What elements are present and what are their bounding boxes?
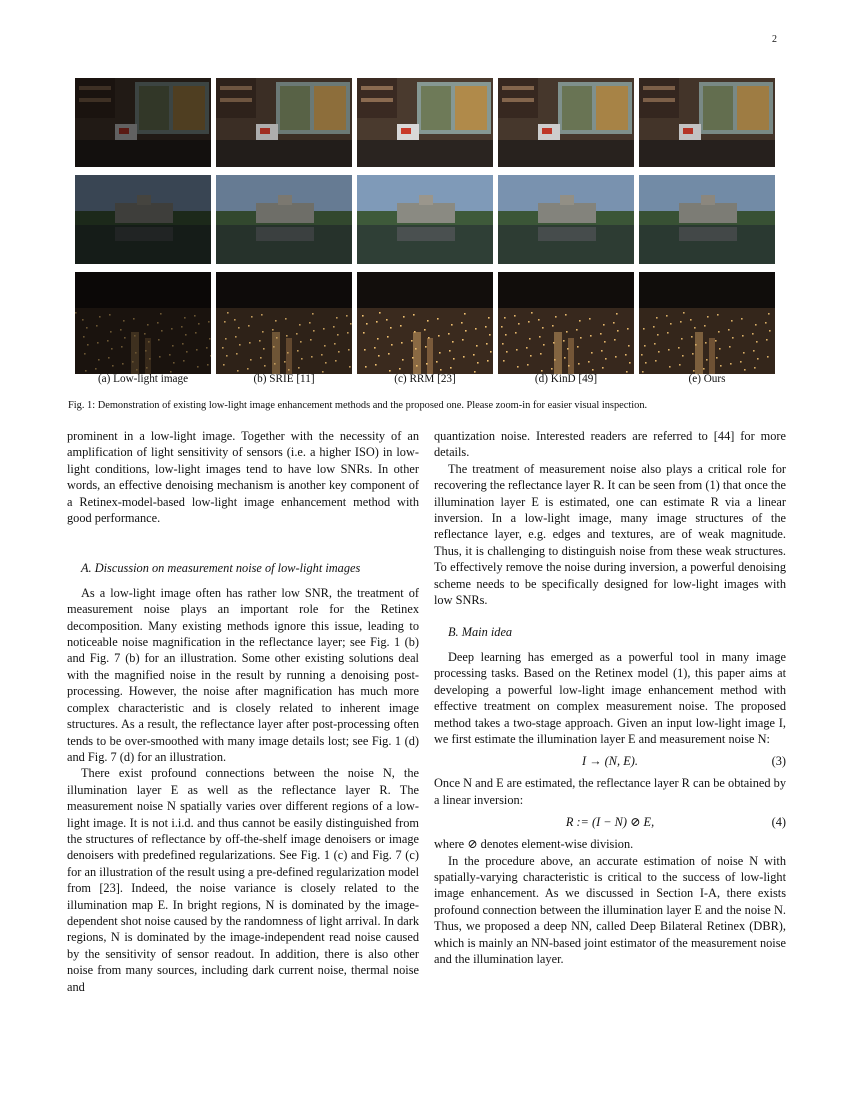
figure-image-building-srie	[216, 175, 352, 264]
equation-4-body: R := (I − N) ⊘ E,	[565, 815, 655, 830]
paragraph: Once N and E are estimated, the reflectance layer R can be obtained by a linear inversion:	[434, 776, 786, 807]
figure-image-office-kind	[498, 78, 634, 167]
figure-image-office-low-light	[75, 78, 211, 167]
subcaption-b: (b) SRIE [11]	[253, 373, 315, 385]
figure-image-office-ours	[639, 78, 775, 167]
subcaption-d: (d) KinD [49]	[534, 373, 598, 385]
figure-image-city-srie	[216, 272, 352, 374]
figure-image-building-low-light	[75, 175, 211, 264]
paragraph: As a low-light image often has rather low SNR, the treatment of measurement noise plays an important role for the Retinex decomposition. Many existing methods ignore this issue, leading to noticeable noise magnification in the reflectance layer; see Fig. 1 (b) and Fig. 7 (b) for an illustration. Some other existing solutions deal with the magnified noise in the result by running a denoising post-processing. However, the noise after magnification has much more complex characteristic and is closely related to inherent image structures. As a result, the reflectance layer after post-processing often tends to be over-smoothed with many image details lost; see Fig. 1 (d) and Fig. 7 (d) for an illustration.	[67, 585, 419, 764]
equation-4-number: (4)	[771, 815, 786, 830]
figure-caption: Fig. 1: Demonstration of existing low-light image enhancement methods and the proposed one. Please zoom-in for easier visual inspection.	[68, 400, 648, 411]
page-number: 2	[772, 34, 777, 45]
equation-3	[434, 753, 786, 775]
figure-image-office-rrm	[357, 78, 493, 167]
section-heading-a: A. Discussion on measurement noise of low-light images	[81, 561, 361, 576]
equation-3-number: (3)	[771, 754, 786, 769]
figure-image-building-kind	[498, 175, 634, 264]
paragraph: There exist profound connections between the noise N, the illumination layer E as well as the reflectance layer R. The measurement noise N spatially varies over different regions of a low-light image. It is not i.i.d. and thus cannot be easily distinguished from the structures of reflectance by off-the-shelf image denoisers or image denoisers with predefined regularizations. See Fig. 1 (c) and Fig. 7 (c) for an illustration of the result using a pre-defined regularization model from [23]. Indeed, the noise variance is closely related to the illumination map E. In bright regions, N is dominated by the image-dependent shot noise caused by the randomness of light arrival. In dark regions, N is dominated by the image-independent read noise caused by the sensitivity of sensor readout. In addition, there is also other noise from many sources, including dark current noise, thermal noise and	[67, 766, 419, 994]
figure-image-office-srie	[216, 78, 352, 167]
figure-image-building-ours	[639, 175, 775, 264]
subcaption-c: (c) RRM [23]	[394, 373, 456, 385]
right-column	[434, 428, 786, 967]
equation-3-body: I → (N, E).	[582, 754, 638, 769]
subcaption-e: (e) Ours	[688, 373, 726, 385]
paragraph: where ⊘ denotes element-wise division.	[434, 837, 634, 852]
figure-grid	[75, 78, 775, 374]
paragraph: quantization noise. Interested readers are referred to [44] for more details.	[434, 429, 786, 460]
equation-4	[434, 814, 786, 836]
subcaption-a: (a) Low-light image	[97, 373, 189, 385]
paragraph: The treatment of measurement noise also plays a critical role for recovering the reflectance layer R. It can be seen from (1) that once the illumination layer E is estimated, one can estimate R via a linear inversion. In a low-light image, many image structures of the reflectance layer, e.g. edges and textures, are of weak magnitude. Thus, it is challenging to distinguish noise from these weak structures. To effectively remove the noise during inversion, a powerful denoising scheme needs to be specifically designed for low-light images with low SNRs.	[434, 461, 786, 608]
figure-image-city-kind	[498, 272, 634, 374]
left-column	[67, 428, 419, 995]
paragraph: Deep learning has emerged as a powerful tool in many image processing tasks. Based on the Retinex model (1), this paper aims at developing a powerful low-light image enhancement method with effective treatment on complex measurement noise. The proposed method takes a two-stage approach. Given an input low-light image I, we first estimate the illumination layer E and measurement noise N:	[434, 649, 786, 746]
figure-image-building-rrm	[357, 175, 493, 264]
figure-image-city-ours	[639, 272, 775, 374]
figure-image-city-low-light	[75, 272, 211, 374]
figure-image-city-rrm	[357, 272, 493, 374]
paragraph: In the procedure above, an accurate estimation of noise N with spatially-varying characteristic is critical to the success of low-light image enhancement. As we discussed in Section I-A, there exists profound connection between the illumination layer E and the noise N. Thus, we proposed a deep NN, called Deep Bilateral Retinex (DBR), which is mainly an NN-based joint estimator of the measurement noise and the illumination layer.	[434, 853, 786, 966]
subcaptions	[75, 373, 780, 385]
section-heading-b: B. Main idea	[448, 625, 513, 640]
paragraph: prominent in a low-light image. Together with the necessity of an amplification of light sensitivity of sensors (i.e. a higher ISO) in low-light conditions, low-light images tend to have low SNRs. In other words, an effective denoising mechanism is another key component of a Retinex-model-based low-light image enhancement method with good performance.	[67, 429, 419, 526]
